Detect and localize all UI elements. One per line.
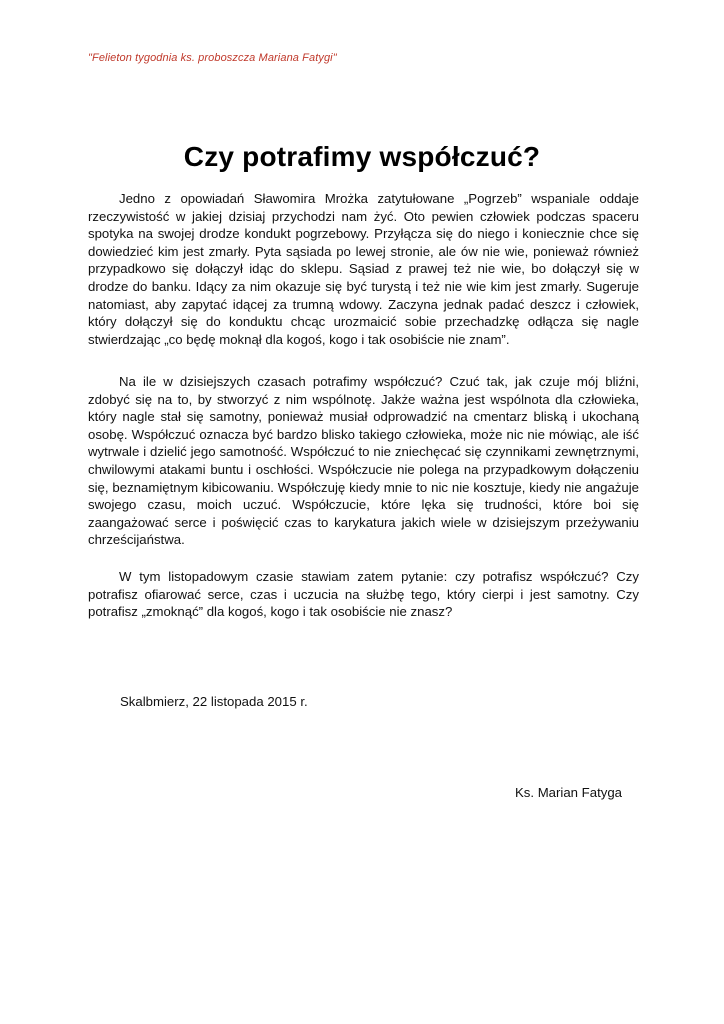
signature: Ks. Marian Fatyga bbox=[514, 785, 622, 800]
header-note: "Felieton tygodnia ks. proboszcza Mariana Fatygi" bbox=[88, 52, 337, 64]
paragraph-2: Na ile w dzisiejszych czasach potrafimy współczuć? Czuć tak, jak czuje mój bliźni, zdobyć się na to, by stworzyć z nim wspólnotę. Jakże ważna jest wspólnota dla człowieka, który nagle stał się samotny, ponieważ musiał odprowadzić na cmentarz bliską i ukochaną osobę. Współczuć oznacza być bardzo blisko takiego człowieka, może nic nie mówiąc, ale iść wytrwale i dzielić jego samotność. Współczuć to nie zniechęcać się czynnikami zewnętrznymi, chwilowymi atakami buntu i oschłości. Współczucie nie polega na przypadkowym dołączeniu się, beznamiętnym kibicowaniu. Współczuję kiedy mnie to nic nie kosztuje, kiedy nie angażuje swojego czasu, moich uczuć. Współczucie, które lęka się trudności, które boi się zaangażować serce i poświęcić czas to karykatura jakich wiele w dzisiejszym przeżywaniu chrześcijaństwa. bbox=[88, 374, 639, 548]
page-title: Czy potrafimy współczuć? bbox=[183, 140, 541, 172]
place-date: Skalbmierz, 22 listopada 2015 r. bbox=[120, 694, 308, 709]
paragraph-3: W tym listopadowym czasie stawiam zatem pytanie: czy potrafisz współczuć? Czy potrafisz ofiarować serce, czas i uczucia na służbę tego, który cierpi i jest samotny. Czy potrafisz „zmoknąć” dla kogoś, kogo i tak osobiście nie znasz? bbox=[88, 569, 639, 620]
paragraph-1: Jedno z opowiadań Sławomira Mrożka zatytułowane „Pogrzeb” wspaniale oddaje rzeczywistość w jakiej dzisiaj przychodzi nam żyć. Oto pewien człowiek podczas spaceru spotyka na swojej drodze kondukt pogrzebowy. Przyłącza się do niego i koniecznie chce się dowiedzieć kim jest zmarły. Pyta sąsiada po lewej stronie, ale ów nie wie, ponieważ również przypadkowo się dołączył idąc do sklepu. Sąsiad z prawej też nie wie, bo dołączył się w drodze do banku. Idący za nim okazuje się być turystą i też nie wie kim jest zmarły. Sugeruje natomiast, aby zapytać idącej za trumną wdowy. Zaczyna jednak padać deszcz i człowiek, który dołączył się do konduktu chcąc urozmaicić sobie przechadzkę odłącza się nagle stwierdzając „co będę moknął dla kogoś, kogo i tak osobiście nie znam”. bbox=[88, 191, 639, 347]
